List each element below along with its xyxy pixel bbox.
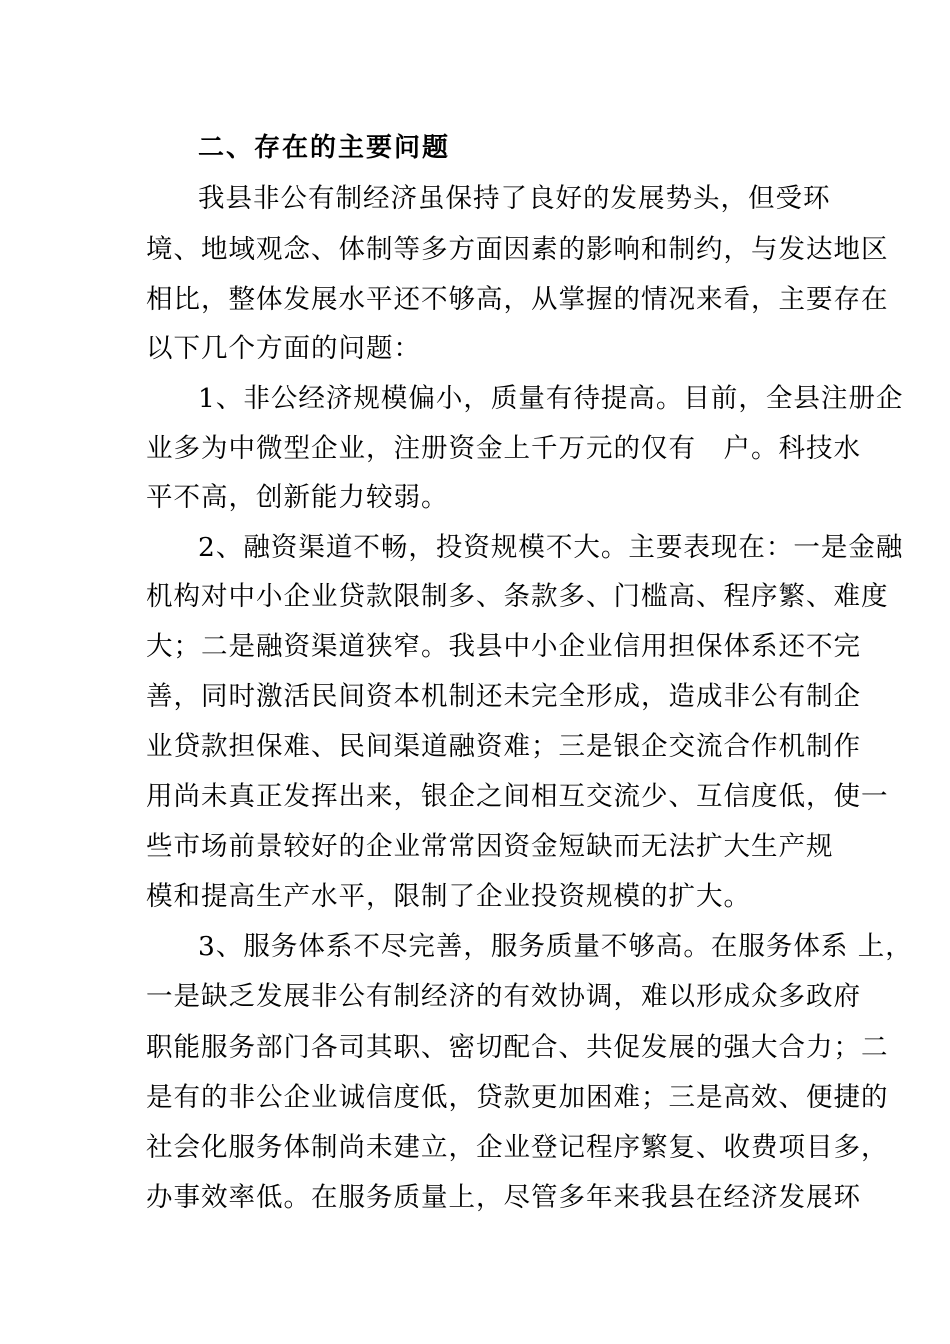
paragraph-3-line-5: 业贷款担保难、民间渠道融资难；三是银企交流合作机制作 [146, 731, 861, 762]
paragraph-4-line-3: 职能服务部门各司其职、密切配合、共促发展的强大合力；二 [146, 1032, 889, 1063]
paragraph-3-line-8: 模和提高生产水平，限制了企业投资规模的扩大。 [146, 881, 751, 912]
paragraph-4-line-4: 是有的非公企业诚信度低，贷款更加困难；三是高效、便捷的 [146, 1082, 889, 1113]
paragraph-2-line-1: 1、非公经济规模偏小，质量有待提高。目前，全县注册企 [198, 383, 904, 414]
paragraph-2-line-3: 平不高，创新能力较弱。 [146, 482, 449, 513]
paragraph-3-line-6: 用尚未真正发挥出来，银企之间相互交流少、互信度低，使一 [146, 781, 889, 812]
paragraph-4-line-5: 社会化服务体制尚未建立，企业登记程序繁复、收费项目多， [146, 1132, 889, 1163]
paragraph-3-line-3: 大；二是融资渠道狭窄。我县中小企业信用担保体系还不完 [146, 631, 861, 662]
paragraph-3-line-7: 些市场前景较好的企业常常因资金短缺而无法扩大生产规 [146, 831, 834, 862]
paragraph-4-line-2: 一是缺乏发展非公有制经济的有效协调，难以形成众多政府 [146, 981, 861, 1012]
paragraph-4-line-1: 3、服务体系不尽完善，服务质量不够高。在服务体系 上， [198, 931, 913, 962]
paragraph-1-line-2: 境、地域观念、体制等多方面因素的影响和制约，与发达地区 [146, 234, 889, 265]
paragraph-1-line-1: 我县非公有制经济虽保持了良好的发展势头，但受环 [198, 183, 831, 214]
paragraph-1-line-4: 以下几个方面的问题： [146, 333, 421, 364]
paragraph-1-line-3: 相比，整体发展水平还不够高，从掌握的情况来看，主要存在 [146, 284, 889, 315]
paragraph-3-line-4: 善，同时激活民间资本机制还未完全形成，造成非公有制企 [146, 681, 861, 712]
paragraph-3-line-1: 2、融资渠道不畅，投资规模不大。主要表现在：一是金融 [198, 532, 904, 563]
paragraph-2-line-2: 业多为中微型企业，注册资金上千万元的仅有 户。科技水 [146, 433, 861, 464]
paragraph-4-line-6: 办事效率低。在服务质量上，尽管多年来我县在经济发展环 [146, 1182, 861, 1213]
paragraph-3-line-2: 机构对中小企业贷款限制多、条款多、门槛高、程序繁、难度 [146, 581, 889, 612]
section-heading: 二、存在的主要问题 [198, 133, 451, 163]
